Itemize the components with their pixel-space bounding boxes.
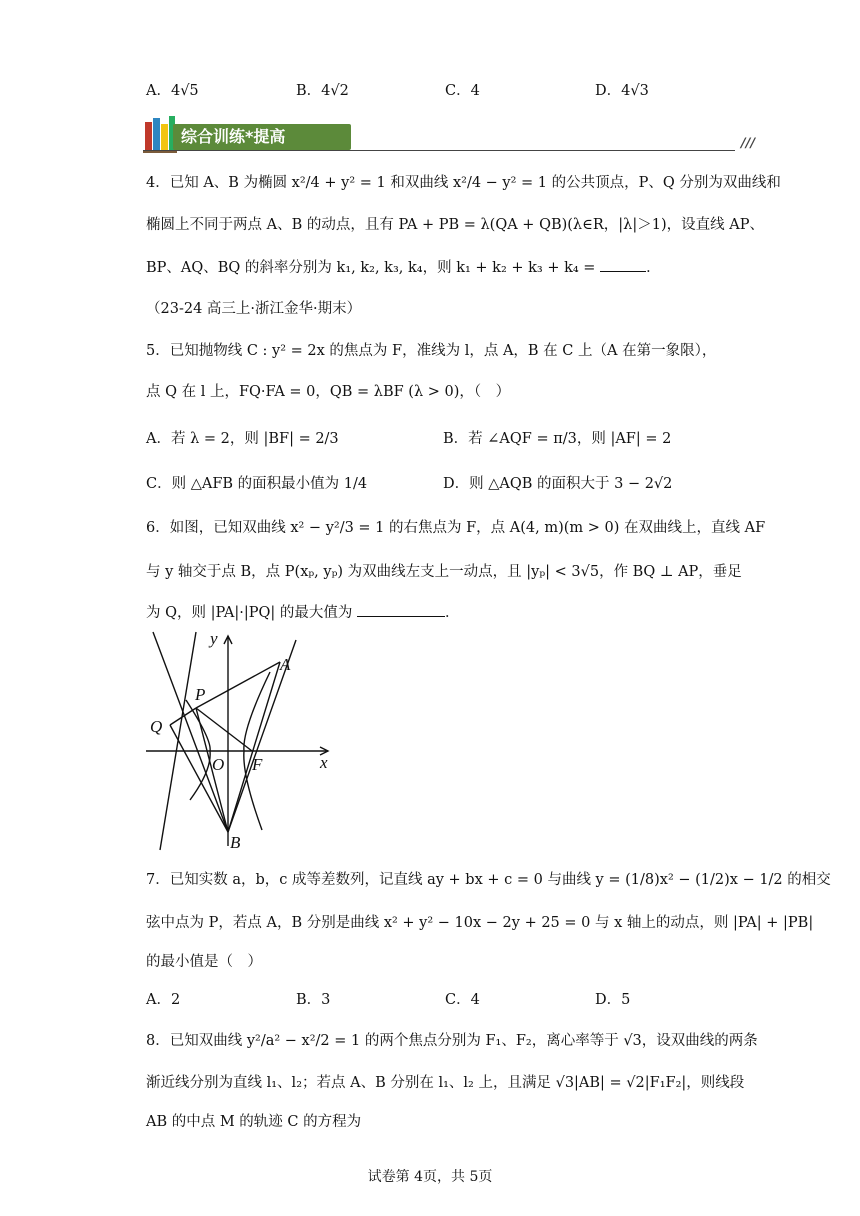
- banner-mark: ///: [740, 136, 755, 151]
- hyperbola-figure: [140, 628, 340, 858]
- q7-line1: 7．已知实数 a，b，c 成等差数列，记直线 ay + bx + c = 0 与曲线 y = (1/8)x² − (1/2)x − 1/2 的相交: [146, 872, 831, 888]
- q5-line2: 点 Q 在 l 上，FQ·FA = 0，QB = λBF (λ > 0)，（ ）: [146, 384, 511, 400]
- option-c: C．4: [445, 83, 480, 99]
- q7-line2: 弦中点为 P，若点 A，B 分别是曲线 x² + y² − 10x − 2y + 25 = 0 与 x 轴上的动点，则 |PA| + |PB|: [146, 915, 814, 931]
- books-icon: [143, 114, 177, 154]
- answer-blank: [357, 602, 445, 617]
- label-y: y: [210, 629, 218, 648]
- label-x: x: [320, 753, 328, 772]
- section-banner: [143, 110, 755, 156]
- q4-line2: 椭圆上不同于两点 A、B 的动点，且有 PA + PB = λ(QA + QB)(λ∈R，|λ|＞1)，设直线 AP、: [146, 217, 764, 233]
- q5-line1: 5．已知抛物线 C : y² = 2x 的焦点为 F，准线为 l，点 A，B 在 C 上（A 在第一象限），: [146, 343, 717, 359]
- q6-line1: 6．如图，已知双曲线 x² − y²/3 = 1 的右焦点为 F，点 A(4, m)(m > 0) 在双曲线上，直线 AF: [146, 520, 766, 536]
- q7-option-d: D．5: [595, 992, 631, 1008]
- banner-divider: [143, 150, 735, 151]
- q5-source: （23-24 高三上·浙江金华·期末）: [146, 301, 362, 317]
- label-q: Q: [150, 717, 163, 736]
- q7-option-c: C．4: [445, 992, 480, 1008]
- answer-blank: [600, 257, 646, 272]
- q6-line3-text: 为 Q，则 |PA|·|PQ| 的最大值为: [146, 605, 353, 621]
- q6-line2: 与 y 轴交于点 B，点 P(xₚ, yₚ) 为双曲线左支上一动点，且 |yₚ| < 3√5，作 BQ ⊥ AP，垂足: [146, 564, 742, 580]
- label-f: F: [252, 755, 263, 774]
- banner-title: 综合训练*提高: [173, 124, 351, 150]
- option-d: D．4√3: [595, 83, 649, 99]
- q7-option-b: B．3: [296, 992, 331, 1008]
- label-p: P: [195, 685, 206, 704]
- q5-option-b: B．若 ∠AQF = π/3，则 |AF| = 2: [443, 431, 672, 447]
- label-b: B: [230, 833, 241, 852]
- q8-line2: 渐近线分别为直线 l₁、l₂；若点 A、B 分别在 l₁、l₂ 上，且满足 √3|AB| = √2|F₁F₂|，则线段: [146, 1075, 745, 1091]
- q4-line3: BP、AQ、BQ 的斜率分别为 k₁, k₂, k₃, k₄，则 k₁ + k₂ + k₃ + k₄ = ．: [146, 257, 661, 279]
- q5-option-d: D．则 △AQB 的面积大于 3 − 2√2: [443, 476, 673, 492]
- option-a: A．4√5: [146, 83, 199, 99]
- page-footer: 试卷第 4页，共 5页: [367, 1169, 493, 1185]
- q5-option-c: C．则 △AFB 的面积最小值为 1/4: [146, 476, 368, 492]
- q4-line3-text: BP、AQ、BQ 的斜率分别为 k₁, k₂, k₃, k₄，则 k₁ + k₂ + k₃ + k₄ =: [146, 260, 596, 276]
- q8-line1: 8．已知双曲线 y²/a² − x²/2 = 1 的两个焦点分别为 F₁、F₂，离心率等于 √3，设双曲线的两条: [146, 1033, 758, 1049]
- q7-option-a: A．2: [146, 992, 181, 1008]
- q8-line3: AB 的中点 M 的轨迹 C 的方程为: [146, 1114, 362, 1130]
- q4-line1: 4．已知 A、B 为椭圆 x²/4 + y² = 1 和双曲线 x²/4 − y² = 1 的公共顶点，P、Q 分别为双曲线和: [146, 175, 781, 191]
- option-b: B．4√2: [296, 83, 349, 99]
- q6-line3: 为 Q，则 |PA|·|PQ| 的最大值为 ．: [146, 602, 460, 624]
- label-o: O: [212, 755, 225, 774]
- q7-line3: 的最小值是（ ）: [146, 954, 262, 970]
- q5-option-a: A．若 λ = 2，则 |BF| = 2/3: [146, 431, 339, 447]
- label-a: A: [280, 655, 291, 674]
